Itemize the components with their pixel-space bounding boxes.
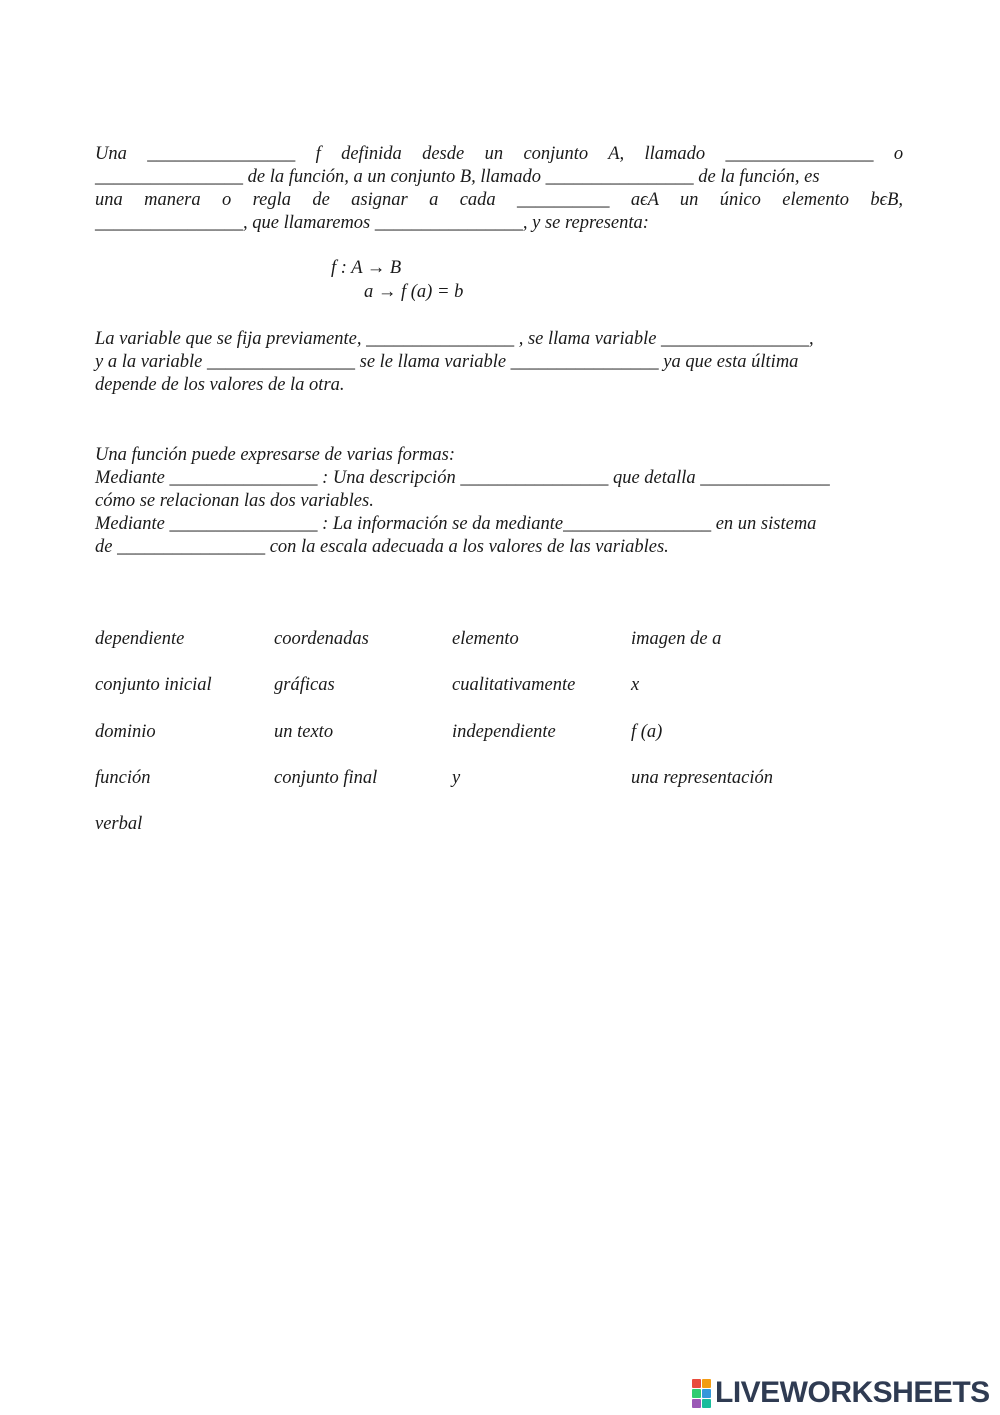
word-bank-item[interactable]: imagen de a bbox=[631, 629, 722, 649]
word-bank-item[interactable]: coordenadas bbox=[274, 629, 369, 649]
p1-word: bϵB, bbox=[870, 190, 904, 210]
word-bank-item[interactable]: una representación bbox=[631, 768, 773, 788]
p1-word: cada bbox=[459, 190, 496, 210]
paragraph1-line1 bbox=[95, 143, 903, 166]
paragraph3-line1: Una función puede expresarse de varias formas: bbox=[95, 445, 456, 465]
word-bank-item[interactable]: conjunto final bbox=[274, 768, 378, 788]
p1-word: desde bbox=[422, 144, 465, 164]
word-bank-item[interactable]: x bbox=[631, 675, 640, 695]
word-bank-item[interactable]: dominio bbox=[95, 722, 156, 742]
p1-word: a bbox=[429, 190, 439, 210]
blank-5[interactable]: __________ bbox=[517, 190, 610, 210]
paragraph3-line2: Mediante ________________ : Una descripción ________________ que detalla ______________ bbox=[95, 468, 830, 488]
word-bank-item[interactable]: verbal bbox=[95, 814, 143, 834]
word-bank-item[interactable]: independiente bbox=[452, 722, 556, 742]
p1-word: o bbox=[893, 144, 904, 164]
paragraph2-line3: depende de los valores de la otra. bbox=[95, 375, 345, 395]
p1-word: definida bbox=[341, 144, 402, 164]
p1-word: o bbox=[222, 190, 232, 210]
paragraph3-line4: Mediante ________________ : La información se da mediante________________ en un sistema bbox=[95, 514, 817, 534]
blank-2[interactable]: ________________ bbox=[725, 144, 874, 164]
word-bank-item[interactable]: dependiente bbox=[95, 629, 185, 649]
paragraph1-line4: ________________, que llamaremos ________________, y se representa: bbox=[95, 213, 649, 233]
p1-word: aϵA bbox=[630, 190, 659, 210]
logo-text: LIVEWORKSHEETS bbox=[715, 1376, 990, 1409]
logo-square bbox=[692, 1399, 701, 1408]
p1-word: un bbox=[484, 144, 504, 164]
word-bank-item[interactable]: gráficas bbox=[274, 675, 335, 695]
logo-square bbox=[692, 1379, 701, 1388]
p1-word: llamado bbox=[644, 144, 706, 164]
p1-word: único bbox=[719, 190, 761, 210]
p1-word: elemento bbox=[782, 190, 850, 210]
p1-word: una bbox=[95, 190, 123, 210]
logo-square bbox=[702, 1399, 711, 1408]
paragraph2-line2: y a la variable ________________ se le llama variable ________________ ya que esta última bbox=[95, 352, 799, 372]
p1-word: Una bbox=[95, 144, 127, 164]
paragraph1-line3 bbox=[95, 189, 903, 212]
word-bank-item[interactable]: y bbox=[452, 768, 461, 788]
word-bank-item[interactable]: un texto bbox=[274, 722, 334, 742]
word-bank-item[interactable]: cualitativamente bbox=[452, 675, 576, 695]
p1-word: A, bbox=[608, 144, 625, 164]
liveworksheets-logo bbox=[692, 1375, 990, 1411]
formula-line2: a → f (a) = b bbox=[364, 282, 464, 302]
paragraph1-line2: ________________ de la función, a un conjunto B, llamado ________________ de la función, es bbox=[95, 167, 820, 187]
word-bank-item[interactable]: f (a) bbox=[631, 722, 663, 742]
word-bank-item[interactable]: función bbox=[95, 768, 151, 788]
blank-1[interactable]: ________________ bbox=[147, 144, 296, 164]
logo-square bbox=[692, 1389, 701, 1398]
logo-square bbox=[702, 1389, 711, 1398]
logo-icon bbox=[692, 1379, 711, 1408]
p1-word: asignar bbox=[351, 190, 408, 210]
paragraph3-line3: cómo se relacionan las dos variables. bbox=[95, 491, 374, 511]
word-bank-item[interactable]: conjunto inicial bbox=[95, 675, 212, 695]
logo-square bbox=[702, 1379, 711, 1388]
p1-word: regla bbox=[252, 190, 291, 210]
p1-word: de bbox=[312, 190, 330, 210]
word-bank-item[interactable]: elemento bbox=[452, 629, 519, 649]
paragraph3-line5: de ________________ con la escala adecuada a los valores de las variables. bbox=[95, 537, 669, 557]
p1-word: f bbox=[315, 144, 321, 164]
p1-word: conjunto bbox=[523, 144, 589, 164]
paragraph2-line1: La variable que se fija previamente, ________________ , se llama variable ________________, bbox=[95, 329, 814, 349]
p1-word: un bbox=[679, 190, 699, 210]
formula-line1: f : A → B bbox=[331, 258, 402, 278]
p1-word: manera bbox=[144, 190, 201, 210]
